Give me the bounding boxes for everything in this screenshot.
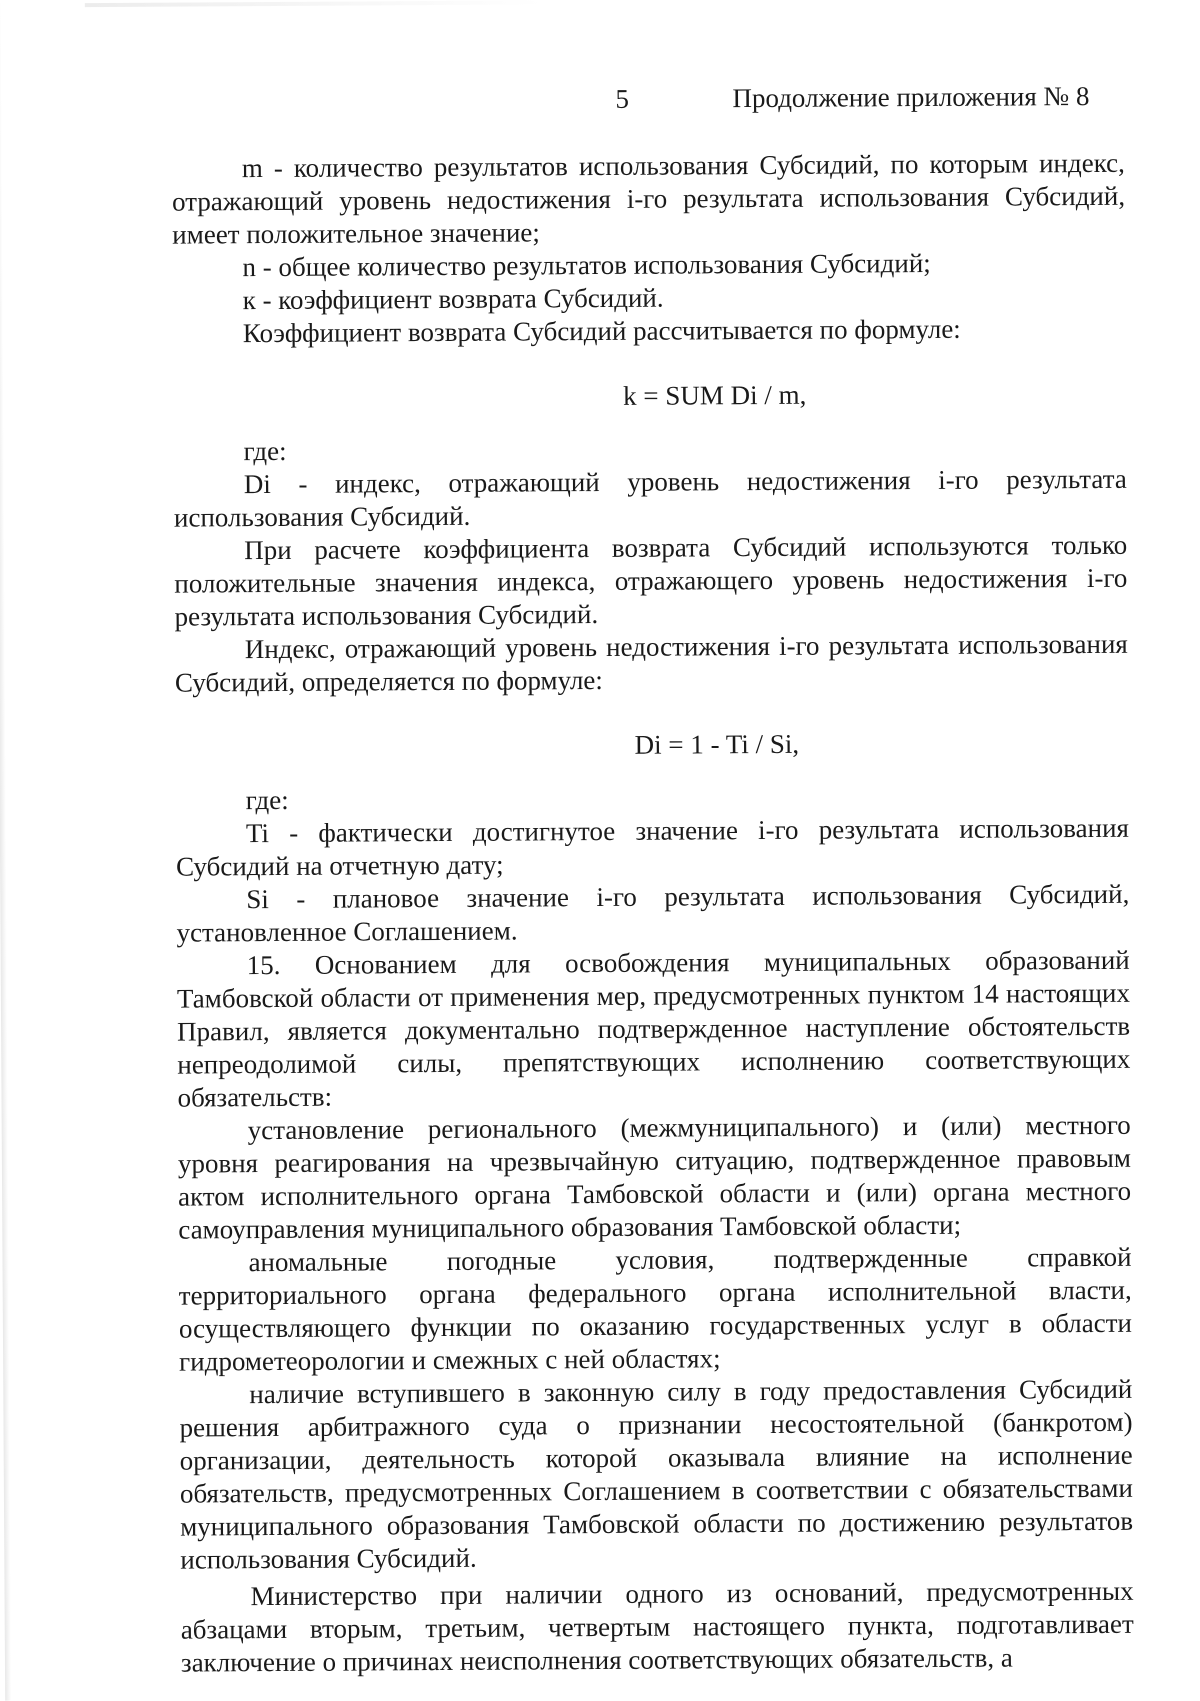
paragraph-m-definition: m - количество результатов использования Субсидий, по которым индекс, отражающий уровень недостижения i-го результата использования Субсидий, имеет положительное значение; xyxy=(171,147,1126,250)
paragraph-weather: аномальные погодные условия, подтвержденные справкой территориального органа федерального органа исполнительной власти, осуществляющего функции по оказанию государственных услуг в области гидрометеорологии и смежных с ней областях; xyxy=(178,1241,1133,1377)
paragraph-di-definition: Di - индекс, отражающий уровень недостижения i-го результата использования Субсидий. xyxy=(173,463,1127,533)
paragraph-15: 15. Основанием для освобождения муниципальных образований Тамбовской области от применения мер, предусмотренных пунктом 14 настоящих Правил, является документально подтвержденное наступление обстоятельств непреодолимой силы, препятствующих исполнению соответствующих обязательств: xyxy=(176,944,1131,1113)
formula-di: Di = 1 - Ti / Si, xyxy=(634,728,800,760)
paragraph-n-definition: n - общее количество результатов использования Субсидий; xyxy=(242,247,931,283)
document-body xyxy=(172,147,1134,1680)
where-label-2: где: xyxy=(245,784,289,816)
page-header xyxy=(0,80,1196,127)
scan-mark xyxy=(85,0,545,7)
paragraph-k-formula-intro: Коэффициент возврата Субсидий рассчитывается по формуле: xyxy=(242,313,961,349)
where-label-1: где: xyxy=(243,435,287,467)
formula-k: k = SUM Di / m, xyxy=(623,379,807,411)
page-number: 5 xyxy=(615,83,630,114)
paragraph-positive-values: При расчете коэффициента возврата Субсидий используются только положительные значения индекса, отражающего уровень недостижения i-го результата использования Субсидий. xyxy=(174,529,1128,632)
paragraph-index-intro: Индекс, отражающий уровень недостижения i-го результата использования Субсидий, определяется по формуле: xyxy=(174,628,1128,698)
paragraph-ti-definition: Ti - фактически достигнутое значение i-го результата использования Субсидий на отчетную дату; xyxy=(176,812,1129,882)
paragraph-bankruptcy: наличие вступившего в законную силу в году предоставления Субсидий решения арбитражного суда о признании несостоятельной (банкротом) организации, деятельность которой оказывала влияние на исполнение обязательств, предусмотренных Соглашением в соответствии с обязательствами муниципального образования Тамбовской области по достижению результатов использования Субсидий. xyxy=(179,1373,1134,1575)
paragraph-emergency: установление регионального (межмуниципального) и (или) местного уровня реагирования на чрезвычайную ситуацию, подтвержденное правовым актом исполнительного органа Тамбовской области и (или) органа местного самоуправления муниципального образования Тамбовской области; xyxy=(177,1109,1132,1245)
paragraph-k-definition: к - коэффициент возврата Субсидий. xyxy=(242,282,664,316)
scan-edge xyxy=(0,4,11,1701)
continuation-title: Продолжение приложения № 8 xyxy=(732,80,1090,114)
paragraph-ministry: Министерство при наличии одного из оснований, предусмотренных абзацами вторым, третьим, четвертым настоящего пункта, подготавливает заключение о причинах неисполнения соответствующих обязательств, а xyxy=(180,1575,1134,1678)
paragraph-si-definition: Si - плановое значение i-го результата использования Субсидий, установленное Соглашением. xyxy=(176,878,1130,948)
